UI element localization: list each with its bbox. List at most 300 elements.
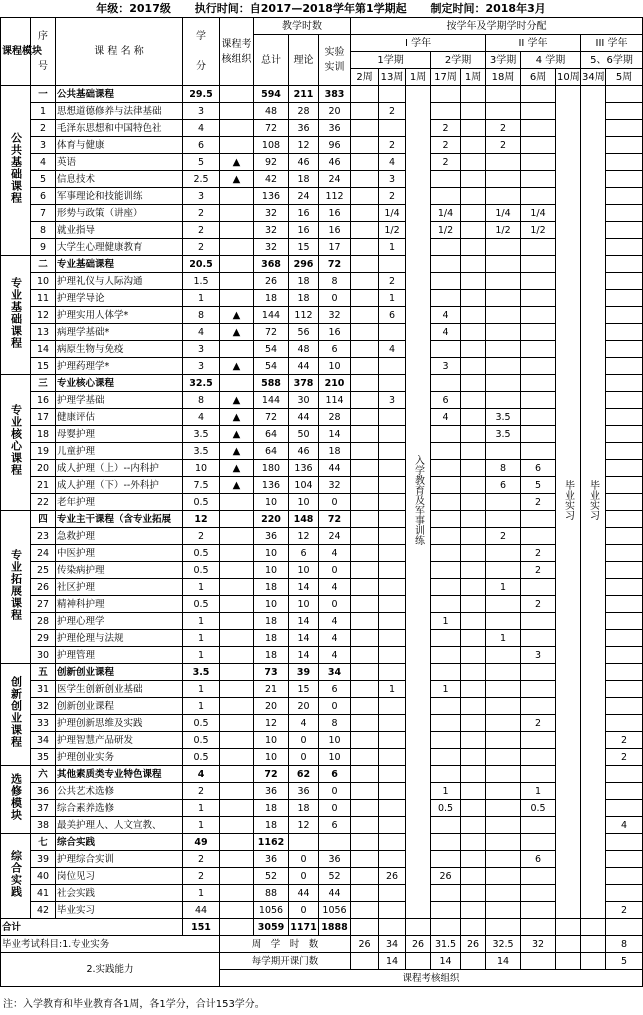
week-hours-cell: 3: [379, 392, 406, 409]
exam-cell: [220, 256, 254, 273]
week-hours-cell: [606, 239, 643, 256]
total-hours-cell: 64: [254, 443, 289, 460]
seq-cell: 14: [31, 341, 56, 358]
theory-hours-cell: 18: [289, 171, 319, 188]
week-hours-cell: 2: [379, 273, 406, 290]
table-row: [1, 137, 643, 154]
course-name-cell: 就业指导: [56, 222, 183, 239]
table-row: [1, 596, 643, 613]
week-hours-cell: [606, 834, 643, 851]
week-hours-cell: [379, 86, 406, 103]
week-hours-cell: [351, 664, 379, 681]
week-hours-cell: [431, 511, 461, 528]
week-hours-cell: [351, 222, 379, 239]
practice-hours-cell: 10: [319, 749, 351, 766]
week-hours-cell: [486, 868, 521, 885]
practice-hours-cell: 6: [319, 341, 351, 358]
week-hours-cell: [351, 630, 379, 647]
seq-cell: 2: [31, 120, 56, 137]
week-hours-cell: [486, 443, 521, 460]
week-hours-cell: 1/4: [486, 205, 521, 222]
course-name-cell: 老年护理: [56, 494, 183, 511]
week-hours-cell: [379, 783, 406, 800]
exam-cell: [220, 681, 254, 698]
seq-cell: 1: [31, 103, 56, 120]
week-hours-cell: [379, 375, 406, 392]
course-name-cell: 其他素质类专业特色课程: [56, 766, 183, 783]
theory-hours-cell: 46: [289, 154, 319, 171]
weekly-hours-cell: [581, 936, 606, 953]
module-cell: [1, 86, 31, 256]
week-hours-cell: [606, 375, 643, 392]
course-name-cell: 母婴护理: [56, 426, 183, 443]
week-hours-cell: 1/2: [486, 222, 521, 239]
practice-hours-cell: 4: [319, 647, 351, 664]
week-hours-cell: [351, 800, 379, 817]
seq-cell: 41: [31, 885, 56, 902]
week-hours-cell: [486, 307, 521, 324]
table-row: [1, 647, 643, 664]
theory-hours-cell: 148: [289, 511, 319, 528]
seq-cell: 29: [31, 630, 56, 647]
theory-hours-cell: 12: [289, 528, 319, 545]
seq-cell: 31: [31, 681, 56, 698]
course-name-cell: 护理创新思维及实践: [56, 715, 183, 732]
course-name-cell: 信息技术: [56, 171, 183, 188]
week-hours-cell: [461, 698, 486, 715]
week-hours-cell: [461, 375, 486, 392]
credit-cell: 49: [183, 834, 220, 851]
total-hours-cell: 12: [254, 715, 289, 732]
table-row: [1, 732, 643, 749]
week-hours-cell: [351, 154, 379, 171]
week-hours-cell: [606, 851, 643, 868]
weekly-hours-cell: 8: [606, 936, 643, 953]
week-hours-cell: 1/4: [521, 205, 556, 222]
week-hours-cell: 2: [606, 732, 643, 749]
credit-cell: 3.5: [183, 443, 220, 460]
week-hours-cell: [461, 596, 486, 613]
week-hours-cell: [351, 834, 379, 851]
week-hours-cell: [351, 86, 379, 103]
col-dist: 按学年及学期学时分配: [351, 18, 643, 35]
week-hours-cell: [606, 715, 643, 732]
week-hours-cell: [379, 528, 406, 545]
course-name-cell: 护理学导论: [56, 290, 183, 307]
week-hours-cell: [431, 885, 461, 902]
week-hours-cell: [486, 103, 521, 120]
section-row: [1, 766, 643, 783]
week-hours-cell: [351, 817, 379, 834]
vertical-label: 毕业实习: [587, 479, 599, 520]
week-hours-cell: [606, 681, 643, 698]
table-row: [1, 749, 643, 766]
week-hours-cell: [379, 120, 406, 137]
week-hours-cell: [379, 477, 406, 494]
week-hours-cell: [379, 579, 406, 596]
table-row: [1, 681, 643, 698]
week-hours-cell: 0.5: [521, 800, 556, 817]
table-row: [1, 341, 643, 358]
week-hours-cell: [606, 120, 643, 137]
week-hours-cell: [521, 613, 556, 630]
weekly-hours-label: 周 学 时 数: [220, 936, 351, 953]
table-row: [1, 800, 643, 817]
total-hours-cell: 136: [254, 188, 289, 205]
theory-hours-cell: 211: [289, 86, 319, 103]
seq-cell: 40: [31, 868, 56, 885]
course-name-cell: 护理心理学: [56, 613, 183, 630]
exam-cell: [220, 86, 254, 103]
week-hours-cell: [486, 783, 521, 800]
col-credit: 学 分: [183, 18, 220, 86]
table-row: [1, 528, 643, 545]
week-hours-cell: [379, 885, 406, 902]
exam-cell: [220, 817, 254, 834]
week-hours-cell: [606, 154, 643, 171]
weekly-hours-cell: [556, 936, 581, 953]
total-label: 合计: [1, 919, 183, 936]
exam-cell: [220, 698, 254, 715]
seq-cell: 18: [31, 426, 56, 443]
week-hours-cell: [606, 460, 643, 477]
theory-hours-cell: 10: [289, 494, 319, 511]
week-hours-cell: [486, 919, 521, 936]
total-hours-cell: 10: [254, 732, 289, 749]
weekly-hours-cell: 26: [461, 936, 486, 953]
practice-hours-cell: 36: [319, 120, 351, 137]
course-name-cell: 大学生心理健康教育: [56, 239, 183, 256]
theory-hours-cell: 56: [289, 324, 319, 341]
week-hours-cell: [461, 154, 486, 171]
credit-cell: 2: [183, 851, 220, 868]
course-name-cell: 儿童护理: [56, 443, 183, 460]
theory-hours-cell: 16: [289, 205, 319, 222]
week-hours-cell: [351, 732, 379, 749]
seq-cell: 39: [31, 851, 56, 868]
week-hours-cell: [521, 511, 556, 528]
week-hours-cell: [521, 290, 556, 307]
week-hours-cell: [486, 324, 521, 341]
week-hours-cell: [486, 851, 521, 868]
table-row: [1, 715, 643, 732]
practice-hours-cell: 8: [319, 715, 351, 732]
week-hours-cell: [606, 783, 643, 800]
course-count-cell: [521, 953, 556, 970]
course-count-cell: [581, 953, 606, 970]
week-hours-cell: [486, 664, 521, 681]
seq-cell: 6: [31, 188, 56, 205]
week-hours-cell: [351, 851, 379, 868]
practice-hours-cell: 14: [319, 426, 351, 443]
course-count-cell: 5: [606, 953, 643, 970]
exec-time-label: 执行时间：自2017—2018学年第1学期起: [194, 2, 407, 15]
week-hours-cell: [486, 647, 521, 664]
course-name-cell: 专业基础课程: [56, 256, 183, 273]
exam-cell: [220, 341, 254, 358]
week-hours-cell: 4: [379, 341, 406, 358]
week-hours-cell: [461, 732, 486, 749]
theory-hours-cell: 39: [289, 664, 319, 681]
course-name-cell: 护理学基础: [56, 392, 183, 409]
practice-hours-cell: 114: [319, 392, 351, 409]
practice-hours-cell: 10: [319, 358, 351, 375]
week-hours-cell: [461, 528, 486, 545]
course-name-cell: 病原生物与免疫: [56, 341, 183, 358]
week-hours-cell: [486, 239, 521, 256]
seq-cell: 19: [31, 443, 56, 460]
seq-cell: 30: [31, 647, 56, 664]
week-hours-cell: [461, 494, 486, 511]
week-hours-cell: [486, 715, 521, 732]
week-hours-cell: [606, 562, 643, 579]
week-hours-cell: 3: [379, 171, 406, 188]
seq-cell: 7: [31, 205, 56, 222]
seq-cell: 21: [31, 477, 56, 494]
exam-cell: [220, 732, 254, 749]
course-count-cell: 14: [379, 953, 406, 970]
col-year2: II 学年: [486, 35, 581, 52]
week-hours-cell: [606, 613, 643, 630]
week-hours-cell: 2: [431, 137, 461, 154]
exam-cell: [220, 715, 254, 732]
week-hours-cell: [379, 851, 406, 868]
week-hours-cell: [431, 477, 461, 494]
col-week: 6周: [521, 69, 556, 86]
table-row: [1, 358, 643, 375]
total-hours-cell: 18: [254, 647, 289, 664]
credit-cell: 8: [183, 307, 220, 324]
exam-cell: ▲: [220, 171, 254, 188]
seq-cell: 26: [31, 579, 56, 596]
course-name-cell: 毕业实习: [56, 902, 183, 919]
weekly-hours-cell: 26: [351, 936, 379, 953]
practice-hours-cell: 44: [319, 885, 351, 902]
theory-hours-cell: 6: [289, 545, 319, 562]
week-hours-cell: [606, 426, 643, 443]
theory-hours-cell: 18: [289, 800, 319, 817]
credit-cell: 2: [183, 205, 220, 222]
col-sem56: 5、6学期: [581, 52, 643, 69]
week-hours-cell: [431, 256, 461, 273]
practice-hours-cell: 18: [319, 443, 351, 460]
module-cell: [1, 766, 31, 834]
week-hours-cell: [486, 562, 521, 579]
credit-cell: 4: [183, 409, 220, 426]
week-hours-cell: [521, 86, 556, 103]
table-row: [1, 103, 643, 120]
week-hours-cell: [486, 766, 521, 783]
week-hours-cell: [606, 409, 643, 426]
total-hours-cell: 52: [254, 868, 289, 885]
week-hours-cell: 8: [486, 460, 521, 477]
week-hours-cell: [606, 324, 643, 341]
week-hours-cell: [351, 579, 379, 596]
credit-cell: 1: [183, 613, 220, 630]
week-hours-cell: [351, 528, 379, 545]
total-hours-cell: 108: [254, 137, 289, 154]
total-hours-cell: 26: [254, 273, 289, 290]
week-hours-cell: [461, 630, 486, 647]
exam-cell: [220, 239, 254, 256]
total-hours-cell: 64: [254, 426, 289, 443]
total-hours-cell: 36: [254, 528, 289, 545]
exam-subject-1: 毕业考试科目:1.专业实务: [1, 936, 220, 953]
total-hours-cell: 72: [254, 120, 289, 137]
week-hours-cell: 1: [521, 783, 556, 800]
week-hours-cell: [431, 579, 461, 596]
week-hours-cell: [606, 443, 643, 460]
week-hours-cell: [521, 698, 556, 715]
week-hours-cell: [351, 205, 379, 222]
seq-cell: 17: [31, 409, 56, 426]
total-hours-cell: 54: [254, 358, 289, 375]
week-hours-cell: [486, 375, 521, 392]
week-hours-cell: [431, 426, 461, 443]
seq-cell: 22: [31, 494, 56, 511]
week-hours-cell: [351, 545, 379, 562]
course-name-cell: 体育与健康: [56, 137, 183, 154]
table-row: [1, 205, 643, 222]
week-hours-cell: [461, 902, 486, 919]
total-hours-cell: 48: [254, 103, 289, 120]
exam-cell: [220, 783, 254, 800]
col-sem1: 1学期: [351, 52, 431, 69]
week-hours-cell: [351, 171, 379, 188]
week-hours-cell: [461, 426, 486, 443]
theory-hours-cell: 44: [289, 885, 319, 902]
week-hours-cell: [486, 885, 521, 902]
week-hours-cell: [379, 545, 406, 562]
week-hours-cell: 2: [521, 596, 556, 613]
week-hours-cell: [581, 919, 606, 936]
course-name-cell: 形势与政策（讲座）: [56, 205, 183, 222]
seq-cell: 13: [31, 324, 56, 341]
week-hours-cell: [486, 154, 521, 171]
theory-hours-cell: 0: [289, 868, 319, 885]
seq-cell: 35: [31, 749, 56, 766]
week-hours-cell: [461, 834, 486, 851]
exam-cell: [220, 851, 254, 868]
week-hours-cell: [606, 664, 643, 681]
week-hours-cell: [351, 239, 379, 256]
theory-hours-cell: 0: [289, 902, 319, 919]
weekly-hours-cell: 26: [406, 936, 431, 953]
week-hours-cell: 3: [431, 358, 461, 375]
week-hours-cell: [521, 817, 556, 834]
week-hours-cell: [431, 834, 461, 851]
week-hours-cell: [431, 103, 461, 120]
module-label: 专业拓展课程: [9, 548, 23, 621]
course-count-cell: 14: [431, 953, 461, 970]
total-hours-cell: 136: [254, 477, 289, 494]
credit-cell: 8: [183, 392, 220, 409]
week-hours-cell: [606, 596, 643, 613]
week-hours-cell: [379, 511, 406, 528]
exam-cell: [220, 885, 254, 902]
week-hours-cell: [486, 511, 521, 528]
total-hours-cell: 1162: [254, 834, 289, 851]
seq-cell: 五: [31, 664, 56, 681]
practice-hours-cell: 4: [319, 545, 351, 562]
course-name-cell: 病理学基础*: [56, 324, 183, 341]
table-row: [1, 154, 643, 171]
credit-cell: 0.5: [183, 596, 220, 613]
table-row: [1, 851, 643, 868]
col-name: 课 程 名 称: [56, 18, 183, 86]
total-hours-cell: 1056: [254, 902, 289, 919]
practice-hours-cell: 34: [319, 664, 351, 681]
week-hours-cell: [379, 460, 406, 477]
week-hours-cell: [521, 171, 556, 188]
week-hours-cell: 1: [431, 613, 461, 630]
week-hours-cell: [606, 392, 643, 409]
theory-hours-cell: 14: [289, 579, 319, 596]
credit-cell: 29.5: [183, 86, 220, 103]
week-hours-cell: [521, 426, 556, 443]
week-hours-cell: [606, 919, 643, 936]
week-hours-cell: [521, 307, 556, 324]
week-hours-cell: 2: [486, 120, 521, 137]
course-name-cell: 护理创业实务: [56, 749, 183, 766]
col-year3: III 学年: [581, 35, 643, 52]
week-hours-cell: [606, 511, 643, 528]
exam-cell: [220, 494, 254, 511]
week-hours-cell: 4: [379, 154, 406, 171]
credit-cell: 3: [183, 103, 220, 120]
course-name-cell: 成人护理（下）--外科护: [56, 477, 183, 494]
table-row: [1, 698, 643, 715]
week-hours-cell: [521, 154, 556, 171]
week-hours-cell: [379, 698, 406, 715]
week-hours-cell: 1: [431, 681, 461, 698]
theory-hours-cell: 20: [289, 698, 319, 715]
col-total: 总计: [254, 35, 289, 86]
week-hours-cell: 6: [431, 392, 461, 409]
exam-cell: [220, 766, 254, 783]
week-hours-cell: [606, 698, 643, 715]
practice-hours-cell: 16: [319, 205, 351, 222]
week-hours-cell: 0.5: [431, 800, 461, 817]
seq-cell: 37: [31, 800, 56, 817]
credit-cell: 32.5: [183, 375, 220, 392]
week-hours-cell: [521, 375, 556, 392]
week-hours-cell: [606, 341, 643, 358]
week-hours-cell: [351, 120, 379, 137]
course-name-cell: 综合实践: [56, 834, 183, 851]
week-hours-cell: [461, 307, 486, 324]
week-hours-cell: [351, 375, 379, 392]
week-hours-cell: [461, 885, 486, 902]
week-hours-cell: [351, 392, 379, 409]
theory-hours-cell: 28: [289, 103, 319, 120]
week-hours-cell: [486, 392, 521, 409]
exam-cell: [220, 273, 254, 290]
credit-cell: 4: [183, 324, 220, 341]
table-row: [1, 902, 643, 919]
week-hours-cell: [606, 885, 643, 902]
total-hours-cell: 92: [254, 154, 289, 171]
week-hours-cell: [461, 715, 486, 732]
week-hours-cell: [486, 732, 521, 749]
week-hours-cell: [606, 137, 643, 154]
week-hours-cell: [486, 817, 521, 834]
practice-hours-cell: 4: [319, 579, 351, 596]
merged-vertical-cell: [556, 86, 581, 919]
seq-cell: 5: [31, 171, 56, 188]
table-row: [1, 545, 643, 562]
col-no: 序 号: [31, 18, 56, 86]
